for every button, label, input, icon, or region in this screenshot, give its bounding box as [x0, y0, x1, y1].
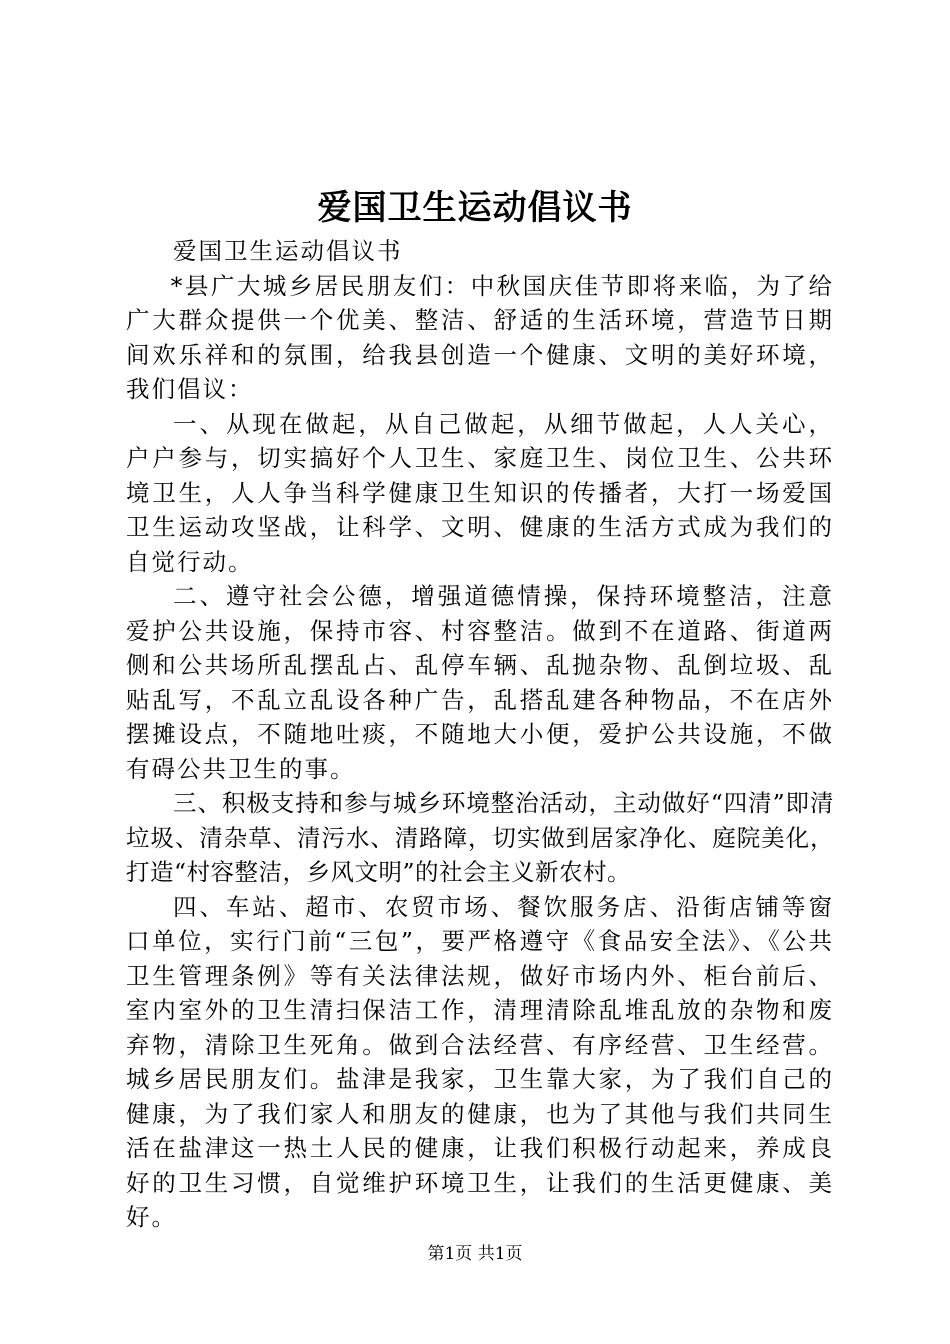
paragraph-item-2: 二、遵守社会公德，增强道德情操，保持环境整洁，注意爱护公共设施，保持市容、村容整洁。做到不在道路、街道两侧和公共场所乱摆乱占、乱停车辆、乱抛杂物、乱倒垃圾、乱贴乱写，不乱立乱设各种广告，乱搭乱建各种物品，不在店外摆摊设点，不随地吐痰，不随地大小便，爱护公共设施，不做有碍公共卫生的事。	[126, 582, 834, 783]
page-number-footer: 第1页 共1页	[427, 1244, 523, 1264]
paragraph-item-1: 一、从现在做起，从自己做起，从细节做起，人人关心，户户参与，切实搞好个人卫生、家庭卫生、岗位卫生、公共环境卫生，人人争当科学健康卫生知识的传播者，大打一场爱国卫生运动攻坚战，让科学、文明、健康的生活方式成为我们的自觉行动。	[126, 409, 834, 576]
paragraph-subtitle: 爱国卫生运动倡议书	[173, 237, 403, 265]
document-title: 爱国卫生运动倡议书	[317, 188, 633, 228]
paragraph-salutation: *县广大城乡居民朋友们：中秋国庆佳节即将来临，为了给广大群众提供一个优美、整洁、舒适的生活环境，营造节日期间欢乐祥和的氛围，给我县创造一个健康、文明的美好环境，我们倡议：	[126, 271, 834, 403]
paragraph-item-3: 三、积极支持和参与城乡环境整治活动，主动做好“四清”即清垃圾、清杂草、清污水、清路障，切实做到居家净化、庭院美化，打造“村容整洁，乡风文明”的社会主义新农村。	[126, 789, 834, 886]
document-body	[126, 234, 834, 1235]
paragraph-item-4: 四、车站、超市、农贸市场、餐饮服务店、沿街店铺等窗口单位，实行门前“三包”，要严格遵守《食品安全法》、《公共卫生管理条例》等有关法律法规，做好市场内外、柜台前后、室内室外的卫生清扫保洁工作，清理清除乱堆乱放的杂物和废弃物，清除卫生死角。做到合法经营、有序经营、卫生经营。城乡居民朋友们。盐津是我家，卫生靠大家，为了我们自己的健康，为了我们家人和朋友的健康，也为了其他与我们共同生活在盐津这一热土人民的健康，让我们积极行动起来，养成良好的卫生习惯，自觉维护环境卫生，让我们的生活更健康、美好。	[126, 892, 834, 1231]
